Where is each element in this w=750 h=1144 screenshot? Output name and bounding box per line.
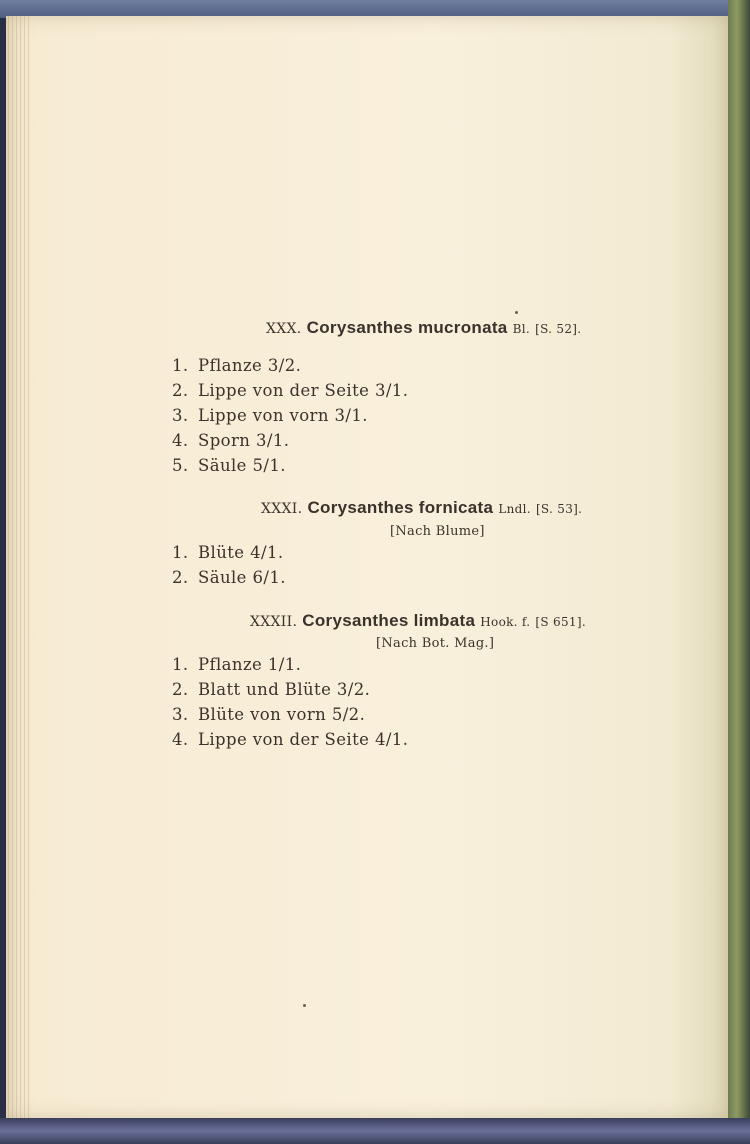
list-item: 2. Blatt und Blüte 3/2. [172,680,371,699]
section-heading-xxx: XXX. Corysanthes mucronata Bl. [S. 52]. [266,318,582,337]
section-heading-xxxii: XXXII. Corysanthes limbata Hook. f. [S 651]. [250,611,586,630]
speck [515,311,518,314]
list-item: 4. Lippe von der Seite 4/1. [172,730,409,749]
source-note: [Nach Bot. Mag.] [376,636,495,651]
list-item: 5. Säule 5/1. [172,456,286,475]
list-item: 3. Lippe von vorn 3/1. [172,406,368,425]
speck [303,1004,306,1007]
list-item: 1. Pflanze 3/2. [172,356,302,375]
list-item: 1. Blüte 4/1. [172,543,284,562]
list-item: 2. Säule 6/1. [172,568,286,587]
section-heading-xxxi: XXXI. Corysanthes fornicata Lndl. [S. 53]. [261,498,583,517]
list-item: 1. Pflanze 1/1. [172,655,302,674]
list-item: 2. Lippe von der Seite 3/1. [172,381,409,400]
list-item: 4. Sporn 3/1. [172,431,290,450]
source-note: [Nach Blume] [390,524,485,539]
list-item: 3. Blüte von vorn 5/2. [172,705,366,724]
